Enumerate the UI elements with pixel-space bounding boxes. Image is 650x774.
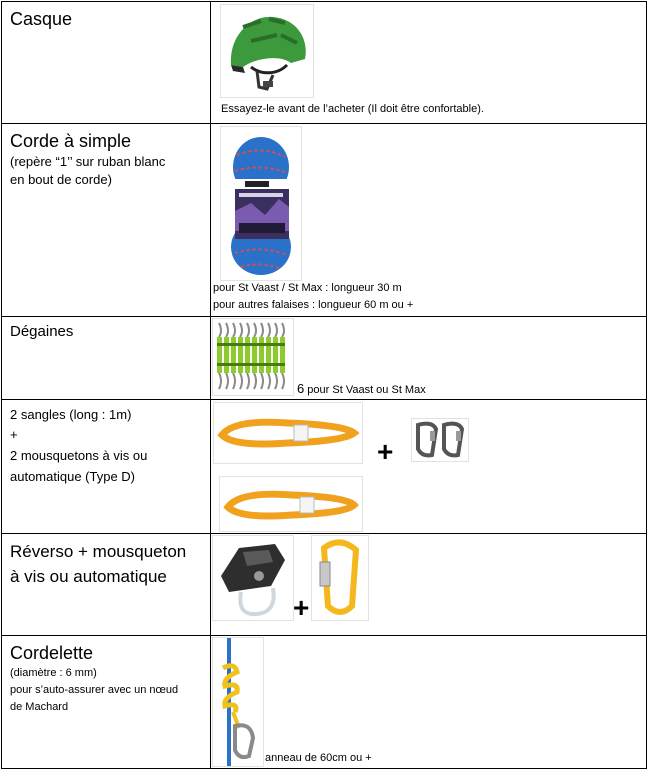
image-cell bbox=[211, 317, 647, 400]
quickdraws-text: pour St Vaast ou St Max bbox=[307, 384, 426, 396]
quickdraws-image bbox=[212, 318, 294, 396]
rope-caption-1: pour St Vaast / St Max : longueur 30 m bbox=[213, 282, 402, 294]
table-row bbox=[2, 2, 647, 124]
plus-sign: + bbox=[377, 436, 394, 467]
item-title: Réverso + mousqueton à vis ou automatique bbox=[10, 542, 187, 586]
quickdraws-caption bbox=[297, 381, 426, 398]
plus-sign: + bbox=[293, 592, 310, 623]
locking-carabiner-icon bbox=[312, 536, 368, 620]
item-line: 2 mousquetons à vis ou automatique (Type D) bbox=[10, 448, 148, 484]
item-note: (diamètre : 6 mm) bbox=[10, 667, 97, 679]
cordelette-icon bbox=[213, 638, 263, 766]
image-cell bbox=[211, 2, 647, 124]
carabiners-image bbox=[411, 418, 469, 462]
item-title: Dégaines bbox=[10, 323, 74, 340]
label-cell bbox=[2, 124, 211, 317]
helmet-caption: Essayez-le avant de l’acheter (Il doit être confortable). bbox=[221, 103, 484, 115]
item-title: Corde à simple bbox=[10, 131, 132, 151]
table-row bbox=[2, 124, 647, 317]
quickdraws-icon bbox=[213, 319, 293, 395]
sling-image-2 bbox=[219, 476, 363, 532]
image-cell bbox=[211, 534, 647, 636]
belay-device-image bbox=[212, 535, 294, 621]
table-row bbox=[2, 636, 647, 769]
image-cell bbox=[211, 400, 647, 534]
helmet-icon bbox=[221, 5, 313, 97]
belay-device-icon bbox=[213, 536, 293, 620]
sling-icon bbox=[220, 477, 362, 531]
table-row bbox=[2, 534, 647, 636]
table-row bbox=[2, 317, 647, 400]
cordelette-image bbox=[212, 637, 264, 767]
gear-table bbox=[1, 1, 647, 769]
image-cell bbox=[211, 124, 647, 317]
item-title: Casque bbox=[10, 9, 73, 29]
label-cell bbox=[2, 400, 211, 534]
locking-carabiner-image bbox=[311, 535, 369, 621]
label-cell bbox=[2, 317, 211, 400]
image-cell bbox=[211, 636, 647, 769]
sling-image-1 bbox=[213, 402, 363, 464]
quickdraws-count: 6 bbox=[297, 381, 305, 396]
cordelette-caption: anneau de 60cm ou + bbox=[265, 752, 372, 764]
item-line: + bbox=[10, 427, 18, 442]
rope-caption-2: pour autres falaises : longueur 60 m ou + bbox=[213, 299, 414, 311]
carabiner-pair-icon bbox=[412, 419, 468, 461]
label-cell bbox=[2, 2, 211, 124]
rope-image bbox=[220, 126, 302, 281]
label-cell bbox=[2, 534, 211, 636]
rope-icon bbox=[221, 127, 301, 280]
item-line: 2 sangles (long : 1m) bbox=[10, 407, 132, 422]
item-note: pour s’auto-assurer avec un nœud de Machard bbox=[10, 684, 179, 713]
item-note: (repère “1’’ sur ruban blanc en bout de corde) bbox=[10, 154, 166, 187]
label-cell bbox=[2, 636, 211, 769]
sling-icon bbox=[214, 403, 362, 463]
item-title: Cordelette bbox=[10, 643, 94, 663]
table-row bbox=[2, 400, 647, 534]
helmet-image bbox=[220, 4, 314, 98]
